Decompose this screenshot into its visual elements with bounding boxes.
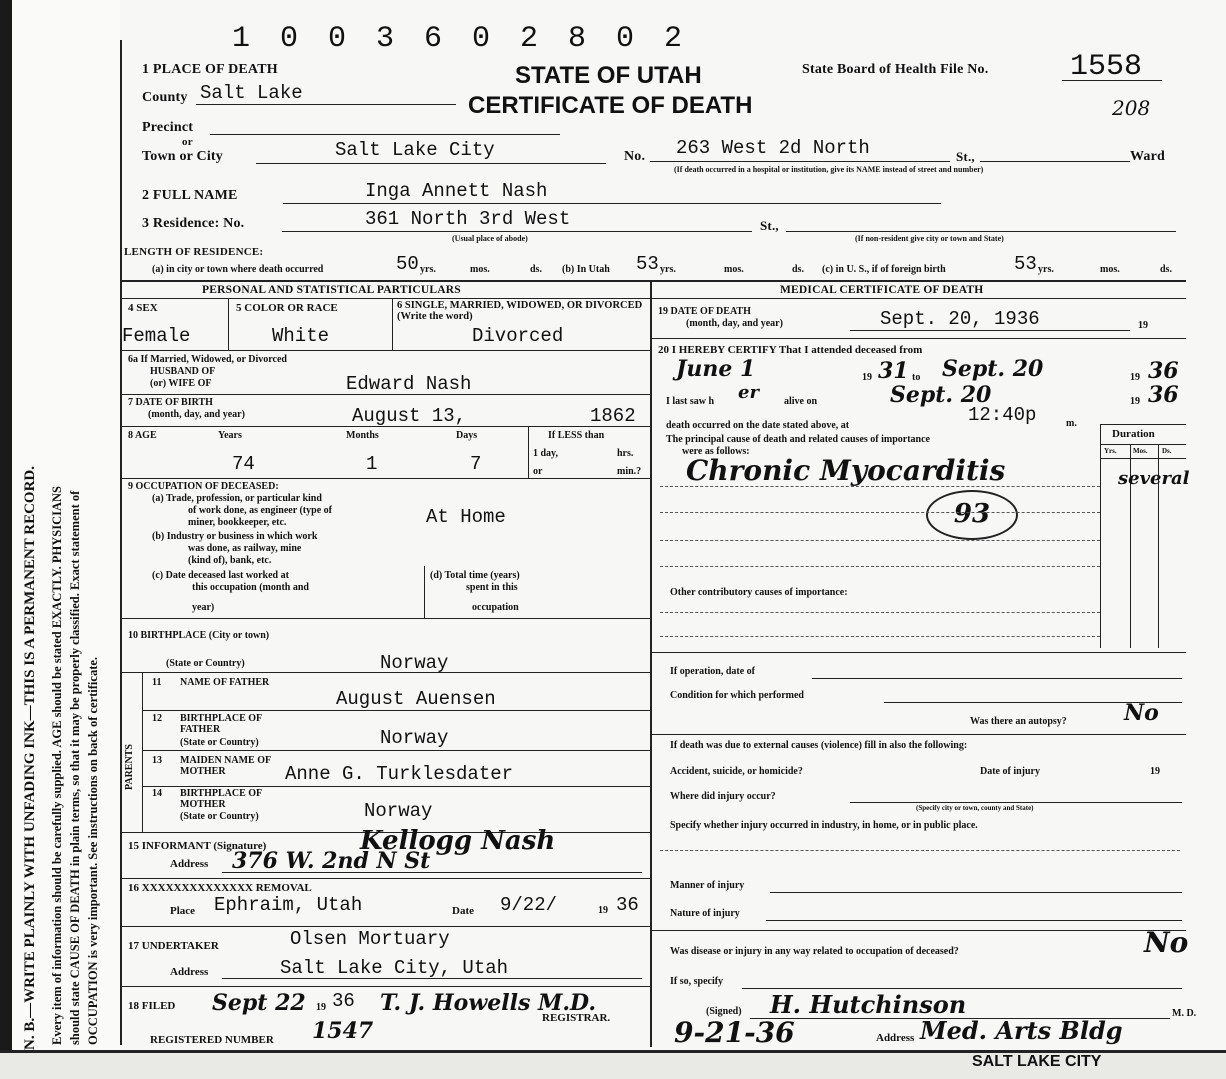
age-days: 7 — [470, 453, 482, 475]
father-label: NAME OF FATHER — [180, 677, 270, 688]
precinct-label: Precinct — [142, 120, 194, 135]
section-top-border — [120, 280, 1186, 282]
filed-date: Sept 22 — [212, 990, 306, 1016]
dod-label: 19 DATE OF DEATH — [658, 306, 751, 317]
birthplace-label: 10 BIRTHPLACE (City or town) — [128, 630, 270, 641]
occ-cd-divider — [424, 566, 425, 618]
dod-line — [850, 330, 1130, 331]
row-line-12 — [120, 926, 650, 927]
from-year-prefix: 19 — [862, 372, 872, 383]
informant-signature: Kellogg Nash — [360, 826, 556, 856]
reg-no-label: REGISTERED NUMBER — [150, 1034, 274, 1046]
occ-c: (c) Date deceased last worked at — [152, 570, 289, 581]
father-no: 11 — [152, 677, 162, 688]
med-row-4 — [650, 930, 1186, 931]
nature-label: Nature of injury — [670, 908, 740, 919]
address-value: 263 West 2d North — [676, 137, 870, 159]
center-divider — [650, 282, 652, 1047]
spouse-label-a: 6a If Married, Widowed, or Divorced — [128, 354, 287, 365]
row-line-3 — [120, 426, 650, 427]
injury-year-prefix: 19 — [1150, 766, 1160, 777]
occ-b3: (kind of), bank, etc. — [188, 555, 272, 566]
medical-title: MEDICAL CERTIFICATE OF DEATH — [780, 284, 984, 296]
ward-line — [980, 161, 1130, 162]
alive-label: alive on — [784, 396, 818, 407]
cause-value: Chronic Myocarditis — [686, 454, 1006, 487]
sex-value: Female — [122, 325, 191, 347]
where-note: (Specify city or town, county and State) — [916, 804, 1034, 812]
physician-address: Med. Arts Bldg — [920, 1016, 1123, 1045]
mother-no: 13 — [152, 755, 162, 766]
row-line-11 — [120, 878, 650, 879]
burial-year: 36 — [616, 894, 639, 916]
birthplace-value: Norway — [380, 652, 449, 674]
occ-c2: this occupation (month and — [192, 582, 309, 593]
side-margin — [0, 0, 120, 1079]
from-year: 31 — [878, 358, 909, 384]
occurred-label: death occurred on the date stated above, at — [666, 420, 850, 431]
occ-b: (b) Industry or business in which work — [152, 531, 318, 542]
dur-ds: Ds. — [1162, 447, 1172, 455]
external-label: If death was due to external causes (violence) fill in also the following: — [670, 740, 968, 751]
cause-line-1 — [660, 486, 1100, 487]
filed-year-prefix: 19 — [316, 1002, 326, 1013]
alive-year: 36 — [1148, 382, 1179, 408]
med-row-3 — [650, 734, 1186, 735]
certificate-title: CERTIFICATE OF DEATH — [468, 92, 753, 119]
occ-a2: of work done, as engineer (type of — [188, 505, 332, 516]
manner-label: Manner of injury — [670, 880, 745, 891]
st-label: St., — [956, 149, 975, 164]
time-value: 12:40p — [968, 404, 1037, 426]
name-line — [283, 203, 941, 204]
county-value: Salt Lake — [200, 82, 303, 104]
or-label: or — [182, 136, 193, 148]
cause-line-4 — [660, 566, 1100, 567]
row-line-4 — [120, 478, 650, 479]
dod-value: Sept. 20, 1936 — [880, 308, 1040, 330]
form-left-border — [120, 40, 122, 1045]
autopsy-value: No — [1124, 700, 1159, 726]
condition-label: Condition for which performed — [670, 690, 804, 701]
dur-yrs: Yrs. — [1104, 447, 1117, 455]
where-label: Where did injury occur? — [670, 791, 776, 802]
county-label: County — [142, 90, 188, 105]
where-line — [850, 802, 1182, 803]
duration-top — [1100, 424, 1186, 425]
dur-mos: Mos. — [1133, 447, 1148, 455]
filed-year: 36 — [332, 990, 355, 1012]
cause-label: The principal cause of death and related causes of importance — [666, 434, 930, 445]
reg-no-value: 1547 — [312, 1018, 374, 1044]
residence-label: 3 Residence: No. — [142, 216, 245, 231]
duration-label: Duration — [1112, 428, 1155, 440]
county-line — [196, 104, 456, 105]
time-suffix: m. — [1066, 418, 1077, 429]
undertaker-label: 17 UNDERTAKER — [128, 940, 219, 952]
undertaker-name: Olsen Mortuary — [290, 928, 450, 950]
age-years: 74 — [232, 453, 255, 475]
other-line-1 — [660, 612, 1100, 613]
min-label: min.? — [617, 466, 642, 477]
in-city-label: (a) in city or town where death occurred — [152, 264, 324, 275]
town-line — [256, 163, 606, 164]
length-label: LENGTH OF RESIDENCE: — [124, 246, 264, 258]
side-line-3: should state CAUSE OF DEATH in plain terms, so that it may be properly classified. Exact statement of — [68, 490, 82, 1045]
residence-st-line — [786, 231, 1176, 232]
marital-label: 6 SINGLE, MARRIED, WIDOWED, OR DIVORCED (Write the word) — [397, 300, 643, 322]
years-label: Years — [218, 430, 242, 441]
in-us-ds: ds. — [1160, 264, 1172, 275]
duration-sub-bottom — [1100, 458, 1186, 459]
duration-sub-top — [1100, 444, 1186, 445]
row-line-13 — [120, 986, 650, 987]
or-min-label: or — [533, 466, 543, 477]
ward-label: Ward — [1130, 149, 1166, 164]
age-label: 8 AGE — [128, 430, 157, 441]
town-value: Salt Lake City — [335, 139, 495, 161]
burial-date-label: Date — [452, 905, 474, 917]
mbirth-label: BIRTHPLACE OF MOTHER — [180, 788, 262, 810]
manner-line — [770, 892, 1182, 893]
one-day-label: 1 day, — [533, 448, 559, 459]
row-line-5 — [120, 618, 650, 619]
file-number: 1558 — [1070, 50, 1143, 84]
registrar-label: REGISTRAR. — [542, 1012, 611, 1024]
in-utah-mos: mos. — [724, 264, 744, 275]
left-edge — [0, 0, 12, 1079]
row-line-9 — [142, 786, 650, 787]
mbirth-no: 14 — [152, 788, 162, 799]
precinct-line — [210, 134, 560, 135]
md-label: M. D. — [1172, 1008, 1197, 1019]
dod-suffix: 19 — [1138, 320, 1148, 331]
dod-sub: (month, day, and year) — [686, 318, 783, 329]
in-city-yrs: yrs. — [420, 264, 436, 275]
side-line-4: OCCUPATION is very important. See instructions on back of certificate. — [86, 656, 100, 1045]
in-utah-label: (b) In Utah — [562, 264, 610, 275]
med-row-1 — [650, 338, 1186, 339]
race-label: 5 COLOR OR RACE — [236, 302, 338, 314]
from-date: June 1 — [676, 356, 756, 382]
residence-line — [282, 231, 752, 232]
marital-value: Divorced — [472, 325, 564, 347]
fbirth-value: Norway — [380, 727, 449, 749]
row-line-2 — [120, 394, 650, 395]
if-less-label: If LESS than — [548, 430, 605, 441]
if-so-line — [742, 988, 1182, 989]
spouse-label-b: HUSBAND OF — [150, 366, 216, 377]
burial-date: 9/22/ — [500, 894, 558, 916]
cause-label-2: were as follows: — [682, 446, 750, 457]
row-line-6 — [120, 672, 650, 673]
town-label: Town or City — [142, 149, 223, 164]
operation-line — [812, 678, 1182, 679]
injury-date-label: Date of injury — [980, 766, 1040, 777]
other-causes-label: Other contributory causes of importance: — [670, 587, 848, 598]
row-line-7 — [142, 710, 650, 711]
full-name-label: 2 FULL NAME — [142, 188, 238, 203]
occ-d3: occupation — [472, 602, 519, 613]
parents-divider — [142, 672, 143, 832]
residence-value: 361 North 3rd West — [365, 208, 571, 230]
cause-line-3 — [660, 540, 1100, 541]
father-value: August Auensen — [336, 688, 496, 710]
city-stamp: SALT LAKE CITY — [972, 1053, 1102, 1070]
specify-line-1 — [660, 850, 1180, 851]
undertaker-line — [222, 978, 642, 979]
age-months: 1 — [366, 453, 378, 475]
physician-signature: H. Hutchinson — [770, 990, 967, 1019]
spouse-label-c: (or) WIFE OF — [150, 378, 212, 389]
occ-a3: miner, bookkeeper, etc. — [188, 517, 287, 528]
autopsy-label: Was there an autopsy? — [970, 716, 1067, 727]
row-line-8 — [142, 750, 650, 751]
to-date: Sept. 20 — [942, 356, 1044, 382]
burial-place: Ephraim, Utah — [214, 894, 363, 916]
in-us-years: 53 — [1014, 253, 1037, 275]
side-line-1: N. B.—WRITE PLAINLY WITH UNFADING INK—THIS IS A PERMANENT RECORD. — [22, 466, 38, 1050]
occ-b2: was done, as railway, mine — [188, 543, 302, 554]
dob-value: August 13, — [352, 405, 467, 427]
in-us-label: (c) in U. S., if of foreign birth — [822, 264, 946, 275]
serial-number: 1 0 0 3 6 0 2 8 0 2 — [232, 22, 689, 56]
sex-label: 4 SEX — [128, 302, 158, 314]
last-saw-her: er — [738, 382, 759, 403]
nature-line — [766, 920, 1182, 921]
in-city-mos: mos. — [470, 264, 490, 275]
fbirth-no: 12 — [152, 713, 162, 724]
spouse-value: Edward Nash — [346, 373, 472, 395]
in-utah-ds: ds. — [792, 264, 804, 275]
fbirth-sub: (State or Country) — [180, 737, 259, 748]
occupation-label: 9 OCCUPATION OF DECEASED: — [128, 481, 279, 492]
place-of-death-label: 1 PLACE OF DEATH — [142, 62, 278, 77]
residence-st-label: St., — [760, 218, 779, 233]
informant-label: 15 INFORMANT (Signature) — [128, 840, 267, 852]
fbirth-label: BIRTHPLACE OF FATHER — [180, 713, 262, 735]
physician-address-label: Address — [876, 1032, 915, 1044]
other-line-2 — [660, 636, 1100, 637]
informant-line — [222, 872, 642, 873]
race-divider — [392, 298, 393, 350]
if-so-label: If so, specify — [670, 976, 724, 987]
days-label: Days — [456, 430, 478, 441]
side-number: 208 — [1112, 96, 1151, 120]
personal-title: PERSONAL AND STATISTICAL PARTICULARS — [202, 284, 461, 296]
occ-d2: spent in this — [466, 582, 518, 593]
disease-value: No — [1144, 926, 1189, 959]
accident-label: Accident, suicide, or homicide? — [670, 766, 803, 777]
disease-label: Was disease or injury in any way related to occupation of deceased? — [670, 946, 959, 957]
cause-line-2 — [660, 512, 1100, 513]
to-year: 36 — [1148, 358, 1179, 384]
side-line-2: Every item of information should be carefully supplied. AGE should be stated EXACTLY. PHYSICIANS — [50, 486, 64, 1045]
file-number-label: State Board of Health File No. — [802, 62, 989, 77]
nonres-note: (If non-resident give city or town and State) — [855, 234, 1004, 243]
in-city-ds: ds. — [530, 264, 542, 275]
occ-c3: year) — [192, 602, 215, 613]
informant-address-label: Address — [170, 858, 209, 870]
age-divider — [528, 426, 529, 478]
alive-year-prefix: 19 — [1130, 396, 1140, 407]
sex-divider — [228, 298, 229, 350]
no-label: No. — [624, 149, 646, 164]
operation-label: If operation, date of — [670, 666, 755, 677]
to-year-prefix: 19 — [1130, 372, 1140, 383]
usual-note: (Usual place of abode) — [452, 234, 528, 243]
address-line — [650, 161, 950, 162]
hrs-label: hrs. — [617, 448, 634, 459]
alive-date: Sept. 20 — [890, 382, 992, 408]
occ-a: (a) Trade, profession, or particular kind — [152, 493, 322, 504]
in-utah-yrs: yrs. — [660, 264, 676, 275]
undertaker-address: Salt Lake City, Utah — [280, 957, 509, 979]
signed-date: 9-21-36 — [674, 1016, 795, 1049]
months-label: Months — [346, 430, 379, 441]
undertaker-address-label: Address — [170, 966, 209, 978]
section-title-line — [120, 298, 1186, 299]
in-us-mos: mos. — [1100, 264, 1120, 275]
dob-sub: (month, day, and year) — [148, 409, 245, 420]
mbirth-value: Norway — [364, 800, 433, 822]
filed-label: 18 FILED — [128, 1000, 176, 1012]
in-city-years: 50 — [396, 253, 419, 275]
mother-label: MAIDEN NAME OF MOTHER — [180, 755, 271, 777]
in-utah-years: 53 — [636, 253, 659, 275]
hospital-note: (If death occurred in a hospital or institution, give its NAME instead of street and number) — [674, 165, 984, 174]
mother-value: Anne G. Turklesdater — [285, 763, 514, 785]
registrar-signature: T. J. Howells M.D. — [380, 990, 596, 1016]
dob-year: 1862 — [590, 405, 636, 427]
burial-year-prefix: 19 — [598, 905, 608, 916]
race-value: White — [272, 325, 330, 347]
med-row-2 — [650, 652, 1186, 653]
signed-label: (Signed) — [706, 1006, 742, 1017]
occ-d: (d) Total time (years) — [430, 570, 520, 581]
state-title: STATE OF UTAH — [515, 62, 702, 89]
parents-side-label: PARENTS — [124, 744, 135, 790]
dob-label: 7 DATE OF BIRTH — [128, 397, 213, 408]
burial-place-label: Place — [170, 905, 196, 917]
mbirth-sub: (State or Country) — [180, 811, 259, 822]
cause-code: 93 — [926, 490, 1018, 540]
row-line-1 — [120, 350, 650, 351]
certify-label: 20 I HEREBY CERTIFY That I attended deceased from — [658, 344, 923, 356]
birthplace-state-label: (State or Country) — [166, 658, 245, 669]
file-line — [1062, 80, 1162, 81]
to-label: to — [912, 372, 921, 383]
duration-value: several — [1118, 468, 1190, 489]
specify-label: Specify whether injury occurred in industry, in home, or in public place. — [670, 820, 978, 831]
removal-label: 16 XXXXXXXXXXXXXX REMOVAL — [128, 882, 312, 894]
last-saw-label: I last saw h — [666, 396, 715, 407]
informant-address: 376 W. 2nd N St — [232, 848, 431, 874]
in-us-yrs: yrs. — [1038, 264, 1054, 275]
full-name-value: Inga Annett Nash — [365, 180, 548, 202]
occupation-value: At Home — [426, 506, 506, 528]
